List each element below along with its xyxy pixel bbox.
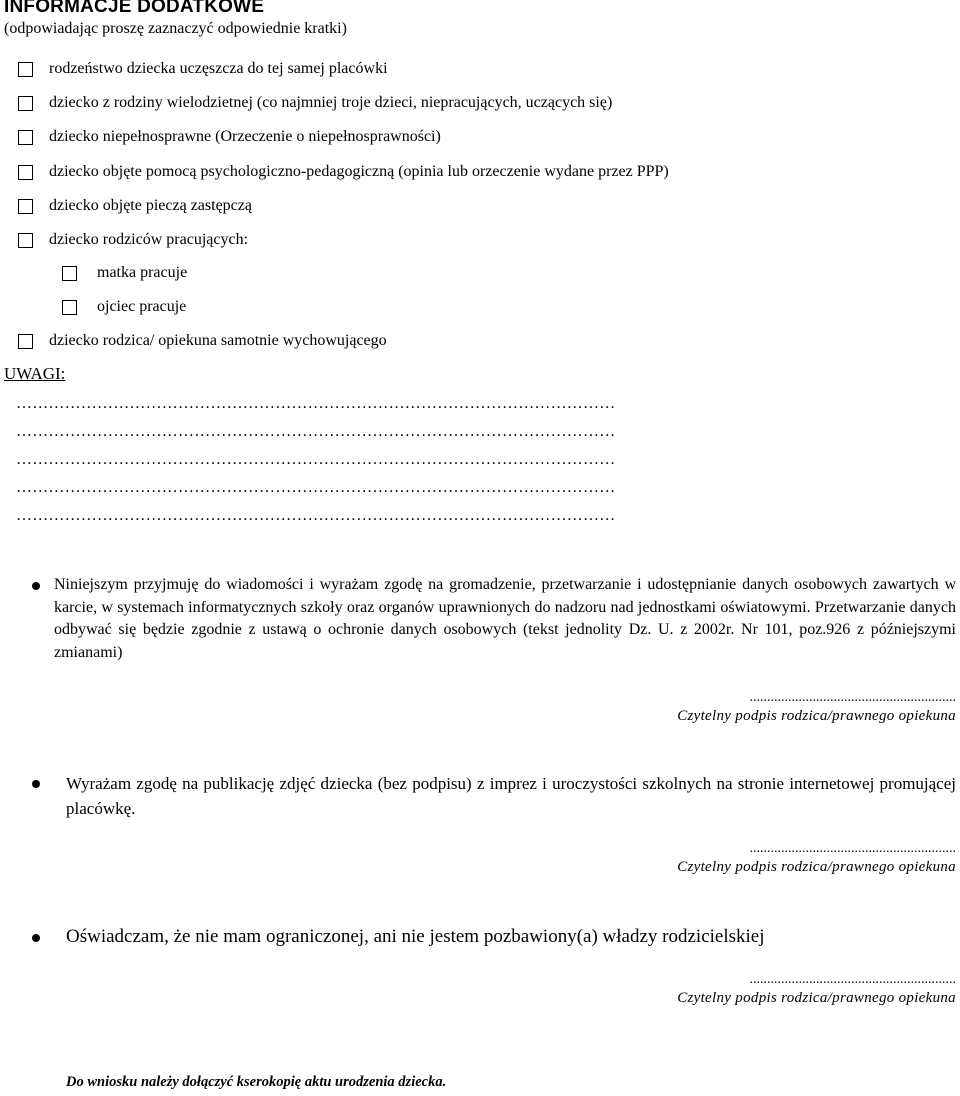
checkbox-box[interactable] xyxy=(18,62,33,77)
photo-consent-text: Wyrażam zgodę na publikację zdjęć dziecka (bez podpisu) z imprez i uroczystości szkolnych na stronie internetowej promującej placówkę. xyxy=(66,774,956,818)
checkbox-box[interactable] xyxy=(18,130,33,145)
bullet-icon xyxy=(32,582,40,590)
attachment-note: Do wniosku należy dołączyć kserokopię aktu urodzenia dziecka. xyxy=(66,1074,447,1090)
checkbox-box[interactable] xyxy=(18,165,33,180)
checkbox-box[interactable] xyxy=(62,300,77,315)
checkbox-label: matka pracuje xyxy=(97,264,188,281)
checkbox-label: dziecko objęte pieczą zastępczą xyxy=(49,197,252,214)
signature-line[interactable]: ........................................................... xyxy=(749,972,956,987)
notes-line[interactable]: ………………………………………………………………………………………………… xyxy=(16,507,616,524)
checkbox-box[interactable] xyxy=(18,199,33,214)
form-section-instruction: (odpowiadając proszę zaznaczyć odpowiednie kratki) xyxy=(4,20,347,37)
checkbox-label: rodzeństwo dziecka uczęszcza do tej samej placówki xyxy=(49,60,388,77)
checkbox-foster-care[interactable] xyxy=(18,193,252,219)
checkbox-label: dziecko objęte pomocą psychologiczno-pedagogiczną (opinia lub orzeczenie wydane przez PPP) xyxy=(49,163,669,180)
checkbox-large-family[interactable] xyxy=(18,90,612,116)
notes-line[interactable]: ………………………………………………………………………………………………… xyxy=(16,451,616,468)
signature-caption: Czytelny podpis rodzica/prawnego opiekuna xyxy=(677,859,956,875)
checkbox-box[interactable] xyxy=(18,334,33,349)
signature-caption: Czytelny podpis rodzica/prawnego opiekuna xyxy=(677,708,956,724)
checkbox-working-parents[interactable] xyxy=(18,227,248,253)
data-processing-consent-text: Niniejszym przyjmuję do wiadomości i wyrażam zgodę na gromadzenie, przetwarzanie i udostępnianie danych osobowych zawartych w karcie, w systemach informatycznych szkoły oraz organów uprawnionych do nadzoru nad jednostkami oświatowymi. Przetwarzanie danych odbywać się będzie zgodnie z ustawą o ochronie danych osobowych (tekst jednolity Dz. U. z 2002r. Nr 101, poz.926 z późniejszymi zmianami) xyxy=(54,576,956,661)
checkbox-label: dziecko rodziców pracujących: xyxy=(49,231,249,248)
signature-line[interactable]: ........................................................... xyxy=(749,690,956,705)
checkbox-ppp[interactable] xyxy=(18,159,669,185)
checkbox-box[interactable] xyxy=(18,96,33,111)
notes-line[interactable]: ………………………………………………………………………………………………… xyxy=(16,479,616,496)
checkbox-mother-works[interactable] xyxy=(62,260,187,286)
signature-caption: Czytelny podpis rodzica/prawnego opiekuna xyxy=(677,990,956,1006)
checkbox-label: dziecko rodzica/ opiekuna samotnie wychowującego xyxy=(49,332,387,349)
notes-line[interactable]: ………………………………………………………………………………………………… xyxy=(16,395,616,412)
checkbox-siblings[interactable] xyxy=(18,56,388,82)
checkbox-label: ojciec pracuje xyxy=(97,298,187,315)
bullet-icon xyxy=(32,780,40,788)
notes-line[interactable]: ………………………………………………………………………………………………… xyxy=(16,423,616,440)
checkbox-father-works[interactable] xyxy=(62,294,186,320)
signature-line[interactable]: ........................................................... xyxy=(749,841,956,856)
bullet-icon xyxy=(32,934,40,942)
checkbox-disabled[interactable] xyxy=(18,124,441,150)
parental-rights-declaration-text: Oświadczam, że nie mam ograniczonej, ani nie jestem pozbawiony(a) władzy rodzicielskiej xyxy=(66,926,765,947)
form-section-title: INFORMACJE DODATKOWE xyxy=(4,0,265,17)
checkbox-box[interactable] xyxy=(62,266,77,281)
checkbox-label: dziecko niepełnosprawne (Orzeczenie o niepełnosprawności) xyxy=(49,128,441,145)
checkbox-box[interactable] xyxy=(18,233,33,248)
checkbox-label: dziecko z rodziny wielodzietnej (co najmniej troje dzieci, niepracujących, uczących się) xyxy=(49,94,613,111)
notes-label: UWAGI: xyxy=(4,364,66,383)
checkbox-single-parent[interactable] xyxy=(18,328,387,354)
